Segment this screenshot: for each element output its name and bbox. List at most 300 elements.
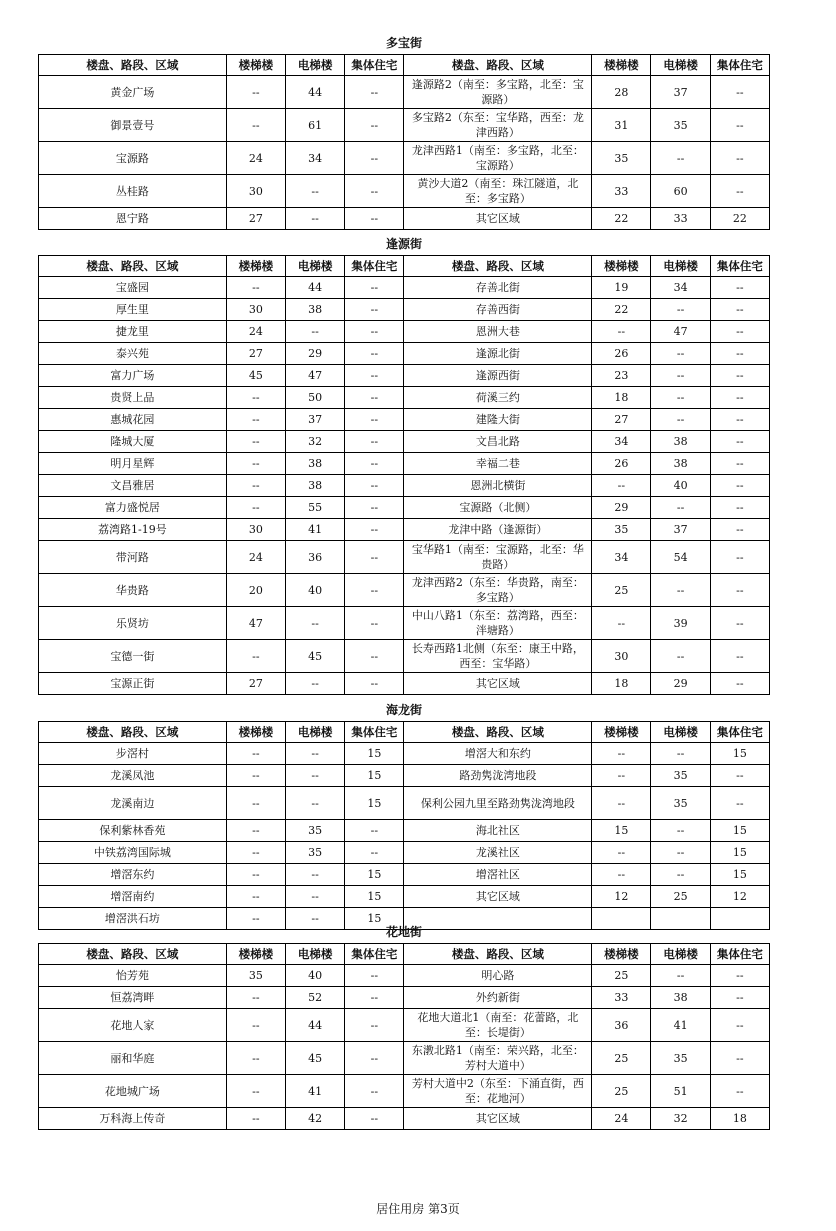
table-cell: 38 — [651, 453, 710, 475]
table-cell: 60 — [651, 175, 710, 208]
table-row — [39, 787, 770, 820]
table-cell: 25 — [592, 965, 651, 987]
table-row — [39, 1042, 770, 1075]
table-cell: 55 — [286, 497, 345, 519]
table-cell: -- — [345, 1108, 404, 1130]
table-cell: -- — [345, 299, 404, 321]
header-row — [39, 722, 770, 743]
table-cell: 惠城花园 — [39, 409, 227, 431]
table-cell: 22 — [710, 208, 769, 230]
table-cell: -- — [286, 765, 345, 787]
table-cell: 其它区域 — [404, 1108, 592, 1130]
table-cell: 35 — [651, 765, 710, 787]
table-cell: -- — [651, 409, 710, 431]
table-cell: 39 — [651, 607, 710, 640]
table-cell: 34 — [592, 541, 651, 574]
column-header: 集体住宅 — [710, 944, 769, 965]
table-row — [39, 109, 770, 142]
table-cell: 逢源北街 — [404, 343, 592, 365]
table-cell: 隆城大厦 — [39, 431, 227, 453]
table-cell: 明月星辉 — [39, 453, 227, 475]
table-cell: 30 — [592, 640, 651, 673]
table-cell: 恒荔湾畔 — [39, 987, 227, 1009]
table-cell: -- — [710, 765, 769, 787]
table-cell: 29 — [651, 673, 710, 695]
table-row — [39, 541, 770, 574]
table-cell: 27 — [226, 673, 285, 695]
table-cell: 37 — [651, 76, 710, 109]
table-cell: -- — [592, 475, 651, 497]
table-cell: -- — [226, 1075, 285, 1108]
column-header: 楼盘、路段、区域 — [404, 55, 592, 76]
table-cell: -- — [345, 820, 404, 842]
table-cell: -- — [710, 277, 769, 299]
table-cell: 多宝路2（东至：宝华路，西至：龙津西路） — [404, 109, 592, 142]
table-cell: 52 — [286, 987, 345, 1009]
table-cell: 12 — [710, 886, 769, 908]
table-cell: 带河路 — [39, 541, 227, 574]
table-cell: 泰兴苑 — [39, 343, 227, 365]
table-cell: 其它区域 — [404, 673, 592, 695]
table-cell: 增滘社区 — [404, 864, 592, 886]
table-row — [39, 343, 770, 365]
table-cell: 41 — [286, 1075, 345, 1108]
table-cell: 15 — [710, 842, 769, 864]
table-cell: -- — [710, 574, 769, 607]
table-cell: 26 — [592, 453, 651, 475]
table-cell: 51 — [651, 1075, 710, 1108]
table-cell: -- — [226, 409, 285, 431]
table-cell: -- — [345, 541, 404, 574]
table-row — [39, 765, 770, 787]
table-cell: -- — [345, 208, 404, 230]
column-header: 楼梯楼 — [592, 944, 651, 965]
table-cell: 36 — [592, 1009, 651, 1042]
table-row — [39, 1009, 770, 1042]
table-cell: -- — [710, 519, 769, 541]
table-cell: -- — [345, 277, 404, 299]
table-row — [39, 1108, 770, 1130]
table-cell: -- — [226, 908, 285, 930]
column-header: 电梯楼 — [286, 55, 345, 76]
table-cell: -- — [345, 640, 404, 673]
table-cell: -- — [345, 76, 404, 109]
column-header: 楼盘、路段、区域 — [39, 944, 227, 965]
table-cell: 御景壹号 — [39, 109, 227, 142]
table-cell: 41 — [286, 519, 345, 541]
table-cell: -- — [345, 387, 404, 409]
section-table — [38, 54, 770, 230]
table-cell: 建隆大街 — [404, 409, 592, 431]
table-cell: -- — [651, 574, 710, 607]
table-cell: 27 — [592, 409, 651, 431]
table-cell: -- — [286, 886, 345, 908]
table-cell: 23 — [592, 365, 651, 387]
table-cell: 15 — [345, 765, 404, 787]
table-cell: 24 — [226, 321, 285, 343]
table-row — [39, 864, 770, 886]
table-cell: -- — [710, 299, 769, 321]
table-cell: 龙津西路1（南至：多宝路，北至：宝源路） — [404, 142, 592, 175]
table-cell: 22 — [592, 299, 651, 321]
table-row — [39, 365, 770, 387]
table-cell: 15 — [345, 787, 404, 820]
table-cell: 华贵路 — [39, 574, 227, 607]
table-cell: -- — [226, 820, 285, 842]
column-header: 楼梯楼 — [592, 256, 651, 277]
table-cell: 龙溪社区 — [404, 842, 592, 864]
table-row — [39, 142, 770, 175]
table-cell: -- — [286, 864, 345, 886]
table-cell: 恩洲大巷 — [404, 321, 592, 343]
table-cell: -- — [345, 673, 404, 695]
table-cell: -- — [345, 965, 404, 987]
table-cell: -- — [710, 1075, 769, 1108]
table-cell: -- — [710, 987, 769, 1009]
table-cell: 增滘东约 — [39, 864, 227, 886]
table-row — [39, 673, 770, 695]
table-cell: 45 — [286, 1042, 345, 1075]
table-cell: 20 — [226, 574, 285, 607]
column-header: 楼盘、路段、区域 — [39, 55, 227, 76]
table-cell: 存善北街 — [404, 277, 592, 299]
table-row — [39, 1075, 770, 1108]
table-cell: -- — [592, 842, 651, 864]
table-cell: -- — [710, 640, 769, 673]
table-cell: 34 — [286, 142, 345, 175]
section-hailong — [38, 700, 770, 930]
table-cell: 花地人家 — [39, 1009, 227, 1042]
table-cell: 22 — [592, 208, 651, 230]
table-cell: 38 — [286, 299, 345, 321]
table-cell: -- — [710, 541, 769, 574]
table-cell: -- — [592, 765, 651, 787]
table-cell: 32 — [286, 431, 345, 453]
table-cell: -- — [226, 497, 285, 519]
table-row — [39, 519, 770, 541]
table-cell: -- — [226, 886, 285, 908]
table-cell: 29 — [286, 343, 345, 365]
table-cell: -- — [226, 787, 285, 820]
column-header: 楼梯楼 — [226, 722, 285, 743]
table-cell: -- — [710, 343, 769, 365]
table-cell: 存善西街 — [404, 299, 592, 321]
table-cell: 中铁荔湾国际城 — [39, 842, 227, 864]
table-cell: 花地大道北1（南至：花蕾路，北至：长堤街） — [404, 1009, 592, 1042]
header-row — [39, 55, 770, 76]
table-cell: 45 — [226, 365, 285, 387]
table-cell: 宝德一街 — [39, 640, 227, 673]
table-cell: 海北社区 — [404, 820, 592, 842]
table-cell: 厚生里 — [39, 299, 227, 321]
table-cell: -- — [710, 475, 769, 497]
table-cell: -- — [226, 109, 285, 142]
table-cell: 25 — [592, 1075, 651, 1108]
table-cell: 贵贤上品 — [39, 387, 227, 409]
table-cell: 增滘南约 — [39, 886, 227, 908]
table-row — [39, 409, 770, 431]
table-cell: 25 — [592, 1042, 651, 1075]
table-cell: 27 — [226, 343, 285, 365]
table-cell: 37 — [651, 519, 710, 541]
table-cell: 33 — [651, 208, 710, 230]
table-cell: 12 — [592, 886, 651, 908]
table-cell: 42 — [286, 1108, 345, 1130]
table-cell: 18 — [710, 1108, 769, 1130]
table-cell: 15 — [710, 820, 769, 842]
column-header: 楼盘、路段、区域 — [39, 256, 227, 277]
table-cell: 44 — [286, 1009, 345, 1042]
table-cell: 19 — [592, 277, 651, 299]
table-cell: 61 — [286, 109, 345, 142]
table-cell: -- — [226, 1042, 285, 1075]
column-header: 电梯楼 — [286, 256, 345, 277]
table-cell: 万科海上传奇 — [39, 1108, 227, 1130]
table-cell: 增滘洪石坊 — [39, 908, 227, 930]
table-cell: -- — [651, 842, 710, 864]
table-cell: 15 — [345, 864, 404, 886]
table-cell: -- — [345, 475, 404, 497]
table-cell: -- — [651, 497, 710, 519]
table-row — [39, 321, 770, 343]
table-cell: -- — [651, 743, 710, 765]
table-cell: 36 — [286, 541, 345, 574]
table-cell: 步滘村 — [39, 743, 227, 765]
table-cell: 24 — [226, 541, 285, 574]
column-header: 集体住宅 — [710, 55, 769, 76]
table-cell: 宝源路 — [39, 142, 227, 175]
table-cell: -- — [226, 864, 285, 886]
table-cell: -- — [345, 109, 404, 142]
section-fengyuan — [38, 234, 770, 695]
table-cell: 35 — [651, 109, 710, 142]
column-header: 楼盘、路段、区域 — [39, 722, 227, 743]
column-header: 电梯楼 — [286, 944, 345, 965]
table-cell: 18 — [592, 673, 651, 695]
table-cell: -- — [651, 343, 710, 365]
table-cell: -- — [286, 908, 345, 930]
table-cell: -- — [226, 387, 285, 409]
table-cell: -- — [345, 343, 404, 365]
table-row — [39, 987, 770, 1009]
table-row — [39, 607, 770, 640]
table-cell: 26 — [592, 343, 651, 365]
header-row — [39, 256, 770, 277]
table-cell: 宝华路1（南至：宝源路，北至：华贵路） — [404, 541, 592, 574]
table-cell: -- — [345, 431, 404, 453]
table-row — [39, 820, 770, 842]
table-cell: 富力盛悦居 — [39, 497, 227, 519]
table-cell: -- — [710, 109, 769, 142]
table-cell: 38 — [651, 431, 710, 453]
table-cell: -- — [710, 1042, 769, 1075]
section-title: 逢源街 — [385, 237, 422, 251]
table-cell: 37 — [286, 409, 345, 431]
table-cell: 34 — [592, 431, 651, 453]
table-row — [39, 640, 770, 673]
table-cell: -- — [226, 475, 285, 497]
table-cell: 龙溪南边 — [39, 787, 227, 820]
table-cell: -- — [710, 431, 769, 453]
column-header: 楼梯楼 — [592, 722, 651, 743]
table-cell: 38 — [286, 475, 345, 497]
column-header: 楼梯楼 — [226, 944, 285, 965]
column-header: 楼梯楼 — [226, 256, 285, 277]
table-cell: -- — [345, 607, 404, 640]
table-cell: 15 — [710, 743, 769, 765]
table-cell: -- — [345, 409, 404, 431]
table-cell: -- — [710, 321, 769, 343]
table-cell: -- — [286, 607, 345, 640]
table-cell: -- — [226, 76, 285, 109]
table-cell: -- — [592, 321, 651, 343]
table-cell: 宝源正街 — [39, 673, 227, 695]
header-row — [39, 944, 770, 965]
table-cell: 恩宁路 — [39, 208, 227, 230]
table-cell: 40 — [651, 475, 710, 497]
table-cell: -- — [651, 142, 710, 175]
table-cell: -- — [710, 76, 769, 109]
table-cell: 38 — [286, 453, 345, 475]
table-cell: -- — [710, 497, 769, 519]
column-header: 楼梯楼 — [226, 55, 285, 76]
table-cell: -- — [286, 175, 345, 208]
table-cell: 30 — [226, 519, 285, 541]
section-table — [38, 721, 770, 930]
table-cell: 50 — [286, 387, 345, 409]
table-cell: 其它区域 — [404, 886, 592, 908]
table-row — [39, 76, 770, 109]
table-cell: 增滘大和东约 — [404, 743, 592, 765]
table-cell: -- — [710, 787, 769, 820]
table-cell: 保利公园九里至路劲隽泷湾地段 — [404, 787, 592, 820]
table-cell: 其它区域 — [404, 208, 592, 230]
table-cell: 怡芳苑 — [39, 965, 227, 987]
table-cell: -- — [651, 820, 710, 842]
section-title: 海龙街 — [385, 703, 422, 717]
table-cell: 逢源西街 — [404, 365, 592, 387]
table-cell: -- — [226, 277, 285, 299]
table-cell: 15 — [345, 908, 404, 930]
table-cell: 捷龙里 — [39, 321, 227, 343]
column-header: 电梯楼 — [286, 722, 345, 743]
table-cell: -- — [651, 387, 710, 409]
column-header: 楼梯楼 — [592, 55, 651, 76]
table-cell: 25 — [651, 886, 710, 908]
table-cell: 47 — [651, 321, 710, 343]
table-cell: 花地城广场 — [39, 1075, 227, 1108]
table-cell: 宝源路（北侧） — [404, 497, 592, 519]
table-cell: -- — [226, 1009, 285, 1042]
table-cell: 15 — [592, 820, 651, 842]
table-cell: -- — [286, 743, 345, 765]
table-cell: -- — [286, 208, 345, 230]
table-row — [39, 387, 770, 409]
table-cell: -- — [651, 640, 710, 673]
table-cell: -- — [651, 299, 710, 321]
table-cell: 丽和华庭 — [39, 1042, 227, 1075]
table-cell: 44 — [286, 76, 345, 109]
table-cell: 外约新街 — [404, 987, 592, 1009]
table-cell: -- — [345, 175, 404, 208]
table-row — [39, 175, 770, 208]
table-cell: -- — [710, 409, 769, 431]
table-cell: -- — [226, 765, 285, 787]
table-cell: -- — [226, 743, 285, 765]
table-cell: -- — [345, 574, 404, 607]
table-cell: -- — [710, 365, 769, 387]
table-cell: -- — [226, 640, 285, 673]
table-cell: -- — [226, 842, 285, 864]
table-cell: -- — [345, 842, 404, 864]
table-cell: 黄金广场 — [39, 76, 227, 109]
table-cell: 芳村大道中2（东至：下涌直街，西至：花地河） — [404, 1075, 592, 1108]
column-header: 集体住宅 — [710, 722, 769, 743]
column-header: 电梯楼 — [651, 256, 710, 277]
column-header: 电梯楼 — [651, 55, 710, 76]
table-cell: 文昌雅居 — [39, 475, 227, 497]
table-cell: -- — [592, 743, 651, 765]
column-header: 楼盘、路段、区域 — [404, 944, 592, 965]
table-cell: -- — [345, 365, 404, 387]
table-cell: 路劲隽泷湾地段 — [404, 765, 592, 787]
section-duobao — [38, 33, 770, 230]
table-cell: 文昌北路 — [404, 431, 592, 453]
table-cell: -- — [592, 607, 651, 640]
table-cell: -- — [710, 387, 769, 409]
table-cell: -- — [226, 1108, 285, 1130]
table-cell: 33 — [592, 987, 651, 1009]
table-cell: 富力广场 — [39, 365, 227, 387]
table-cell: 明心路 — [404, 965, 592, 987]
table-cell: -- — [345, 1075, 404, 1108]
table-cell: -- — [286, 787, 345, 820]
table-cell: 41 — [651, 1009, 710, 1042]
table-cell: 龙津中路（逢源街） — [404, 519, 592, 541]
table-cell: 32 — [651, 1108, 710, 1130]
table-cell: -- — [710, 175, 769, 208]
table-cell: -- — [345, 321, 404, 343]
table-cell: 龙溪凤池 — [39, 765, 227, 787]
table-cell: 44 — [286, 277, 345, 299]
section-title: 花地街 — [385, 925, 422, 939]
table-cell: 25 — [592, 574, 651, 607]
table-cell: 长寿西路1北侧（东至：康王中路，西至：宝华路） — [404, 640, 592, 673]
table-cell: -- — [710, 607, 769, 640]
table-cell: 30 — [226, 299, 285, 321]
table-cell: 18 — [592, 387, 651, 409]
table-cell: 保利紫林香苑 — [39, 820, 227, 842]
table-cell: 幸福二巷 — [404, 453, 592, 475]
column-header: 集体住宅 — [710, 256, 769, 277]
table-row — [39, 431, 770, 453]
table-cell: 35 — [286, 820, 345, 842]
table-cell: 33 — [592, 175, 651, 208]
table-cell: 24 — [226, 142, 285, 175]
table-cell: 38 — [651, 987, 710, 1009]
table-cell: -- — [592, 787, 651, 820]
page-footer: 居住用房 第3页 — [376, 1202, 460, 1216]
section-table — [38, 943, 770, 1130]
table-cell: 31 — [592, 109, 651, 142]
table-cell: 东漖北路1（南至：荣兴路，北至：芳村大道中） — [404, 1042, 592, 1075]
table-cell: 40 — [286, 574, 345, 607]
column-header: 电梯楼 — [651, 722, 710, 743]
table-cell: -- — [286, 673, 345, 695]
table-cell: -- — [226, 453, 285, 475]
table-cell: 29 — [592, 497, 651, 519]
section-huadi — [38, 922, 770, 1130]
